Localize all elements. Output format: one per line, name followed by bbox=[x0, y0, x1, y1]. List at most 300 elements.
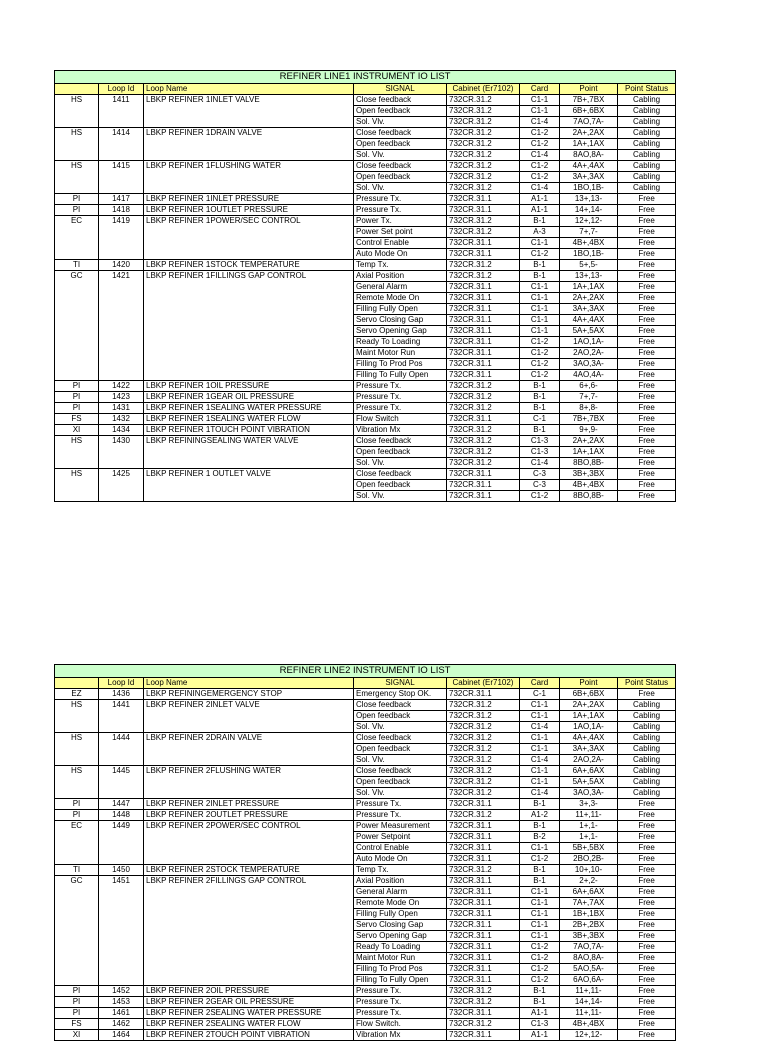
table-row bbox=[55, 975, 676, 986]
loop-name bbox=[144, 249, 354, 260]
point-status: Free bbox=[618, 887, 676, 898]
loop-type: HS bbox=[55, 95, 99, 106]
loop-id bbox=[99, 139, 144, 150]
card: C1-2 bbox=[520, 964, 560, 975]
signal: Power Setpoint bbox=[354, 832, 447, 843]
signal: Pressure Tx. bbox=[354, 799, 447, 810]
table-row bbox=[55, 403, 676, 414]
cabinet: 732CR.31.2 bbox=[447, 128, 520, 139]
card: C1-1 bbox=[520, 304, 560, 315]
card: C1-4 bbox=[520, 183, 560, 194]
cabinet: 732CR.31.2 bbox=[447, 392, 520, 403]
point: 8BO,8B- bbox=[560, 491, 618, 502]
point: 4A+,4AX bbox=[560, 733, 618, 744]
card: C1-2 bbox=[520, 854, 560, 865]
loop-type bbox=[55, 711, 99, 722]
cabinet: 732CR.31.1 bbox=[447, 931, 520, 942]
loop-name: LBKP REFINER 1DRAIN VALVE bbox=[144, 128, 354, 139]
loop-id bbox=[99, 480, 144, 491]
cabinet: 732CR.31.1 bbox=[447, 909, 520, 920]
signal: Vibration Mx bbox=[354, 1030, 447, 1041]
point: 8BO,8B- bbox=[560, 458, 618, 469]
point-status: Free bbox=[618, 865, 676, 876]
point: 3B+,3BX bbox=[560, 469, 618, 480]
table-row bbox=[55, 997, 676, 1008]
card: C1-1 bbox=[520, 315, 560, 326]
table-row bbox=[55, 942, 676, 953]
loop-type bbox=[55, 777, 99, 788]
signal: Open feedback bbox=[354, 106, 447, 117]
point-status: Free bbox=[618, 447, 676, 458]
card: C1-1 bbox=[520, 744, 560, 755]
loop-id: 1436 bbox=[99, 689, 144, 700]
loop-id bbox=[99, 491, 144, 502]
loop-name bbox=[144, 854, 354, 865]
table-row bbox=[55, 260, 676, 271]
card: B-1 bbox=[520, 260, 560, 271]
loop-id: 1450 bbox=[99, 865, 144, 876]
point-status: Free bbox=[618, 920, 676, 931]
loop-id: 1434 bbox=[99, 425, 144, 436]
cabinet: 732CR.31.1 bbox=[447, 975, 520, 986]
loop-name bbox=[144, 755, 354, 766]
point: 2A+,2AX bbox=[560, 436, 618, 447]
card: B-1 bbox=[520, 799, 560, 810]
point-status: Free bbox=[618, 348, 676, 359]
point: 1A+,1AX bbox=[560, 282, 618, 293]
loop-type: PI bbox=[55, 194, 99, 205]
loop-id bbox=[99, 348, 144, 359]
point-status: Free bbox=[618, 326, 676, 337]
point: 6B+,6BX bbox=[560, 689, 618, 700]
loop-name: LBKP REFININGSEALING WATER VALVE bbox=[144, 436, 354, 447]
table-row bbox=[55, 799, 676, 810]
point: 3A+,3AX bbox=[560, 304, 618, 315]
loop-name bbox=[144, 447, 354, 458]
loop-type: EZ bbox=[55, 689, 99, 700]
table-row bbox=[55, 282, 676, 293]
card: C1-4 bbox=[520, 788, 560, 799]
cabinet: 732CR.31.2 bbox=[447, 755, 520, 766]
card: C1-4 bbox=[520, 755, 560, 766]
signal: Sol. Vlv. bbox=[354, 788, 447, 799]
cabinet: 732CR.31.1 bbox=[447, 887, 520, 898]
card: C1-1 bbox=[520, 293, 560, 304]
io-list-table bbox=[54, 664, 676, 1041]
cabinet: 732CR.31.1 bbox=[447, 953, 520, 964]
cabinet: 732CR.31.1 bbox=[447, 854, 520, 865]
loop-name bbox=[144, 359, 354, 370]
cabinet: 732CR.31.2 bbox=[447, 733, 520, 744]
loop-name bbox=[144, 150, 354, 161]
table-row bbox=[55, 887, 676, 898]
cabinet: 732CR.31.2 bbox=[447, 986, 520, 997]
loop-name bbox=[144, 282, 354, 293]
point-status: Free bbox=[618, 799, 676, 810]
point-status: Free bbox=[618, 491, 676, 502]
signal: Temp Tx. bbox=[354, 865, 447, 876]
loop-type bbox=[55, 832, 99, 843]
cabinet: 732CR.31.2 bbox=[447, 106, 520, 117]
loop-id bbox=[99, 282, 144, 293]
loop-type: TI bbox=[55, 260, 99, 271]
card: C1-1 bbox=[520, 711, 560, 722]
loop-type bbox=[55, 304, 99, 315]
table-row bbox=[55, 458, 676, 469]
loop-name bbox=[144, 887, 354, 898]
point: 2BO,2B- bbox=[560, 854, 618, 865]
loop-type bbox=[55, 854, 99, 865]
table-row bbox=[55, 216, 676, 227]
point-status: Cabling bbox=[618, 744, 676, 755]
cabinet: 732CR.31.1 bbox=[447, 414, 520, 425]
table-row bbox=[55, 832, 676, 843]
card: C1-1 bbox=[520, 898, 560, 909]
cabinet: 732CR.31.1 bbox=[447, 359, 520, 370]
table-row bbox=[55, 227, 676, 238]
header-card: Card bbox=[520, 678, 560, 689]
loop-type bbox=[55, 183, 99, 194]
loop-id bbox=[99, 722, 144, 733]
point: 5AO,5A- bbox=[560, 964, 618, 975]
loop-type bbox=[55, 458, 99, 469]
point-status: Free bbox=[618, 216, 676, 227]
card: C1-4 bbox=[520, 117, 560, 128]
table-row bbox=[55, 777, 676, 788]
point: 1A+,1AX bbox=[560, 139, 618, 150]
table-row bbox=[55, 689, 676, 700]
loop-name bbox=[144, 480, 354, 491]
card: C1-1 bbox=[520, 700, 560, 711]
point: 2AO,2A- bbox=[560, 755, 618, 766]
card: C1-1 bbox=[520, 766, 560, 777]
card: C1-1 bbox=[520, 931, 560, 942]
header-loop-id: Loop Id bbox=[99, 678, 144, 689]
loop-name: LBKP REFINER 2OUTLET PRESSURE bbox=[144, 810, 354, 821]
cabinet: 732CR.31.2 bbox=[447, 216, 520, 227]
loop-name bbox=[144, 964, 354, 975]
table-row bbox=[55, 843, 676, 854]
loop-type: FS bbox=[55, 1019, 99, 1030]
point: 11+,11- bbox=[560, 1008, 618, 1019]
cabinet: 732CR.31.2 bbox=[447, 403, 520, 414]
loop-name bbox=[144, 370, 354, 381]
loop-type: TI bbox=[55, 865, 99, 876]
table-row bbox=[55, 392, 676, 403]
table-row bbox=[55, 766, 676, 777]
point: 4B+,4BX bbox=[560, 1019, 618, 1030]
loop-id bbox=[99, 172, 144, 183]
card: A1-1 bbox=[520, 194, 560, 205]
loop-name bbox=[144, 139, 354, 150]
loop-type: EC bbox=[55, 216, 99, 227]
loop-id: 1449 bbox=[99, 821, 144, 832]
signal: Remote Mode On bbox=[354, 898, 447, 909]
card: C1-1 bbox=[520, 887, 560, 898]
cabinet: 732CR.31.1 bbox=[447, 194, 520, 205]
loop-id bbox=[99, 370, 144, 381]
loop-name: LBKP REFINER 1STOCK TEMPERATURE bbox=[144, 260, 354, 271]
cabinet: 732CR.31.1 bbox=[447, 832, 520, 843]
point-status: Free bbox=[618, 293, 676, 304]
point: 10+,10- bbox=[560, 865, 618, 876]
point-status: Free bbox=[618, 810, 676, 821]
point-status: Free bbox=[618, 436, 676, 447]
loop-id: 1464 bbox=[99, 1030, 144, 1041]
loop-name: LBKP REFINER 2STOCK TEMPERATURE bbox=[144, 865, 354, 876]
table-row bbox=[55, 106, 676, 117]
table-row bbox=[55, 150, 676, 161]
loop-name bbox=[144, 293, 354, 304]
loop-name bbox=[144, 931, 354, 942]
loop-type bbox=[55, 150, 99, 161]
point: 5A+,5AX bbox=[560, 777, 618, 788]
loop-name: LBKP REFINER 2SEALING WATER FLOW bbox=[144, 1019, 354, 1030]
cabinet: 732CR.31.1 bbox=[447, 920, 520, 931]
table-row bbox=[55, 447, 676, 458]
point: 6AO,6A- bbox=[560, 975, 618, 986]
point: 5B+,5BX bbox=[560, 843, 618, 854]
loop-id bbox=[99, 975, 144, 986]
loop-id bbox=[99, 337, 144, 348]
cabinet: 732CR.31.2 bbox=[447, 711, 520, 722]
point-status: Free bbox=[618, 1030, 676, 1041]
table-row bbox=[55, 1008, 676, 1019]
point-status: Free bbox=[618, 337, 676, 348]
loop-type bbox=[55, 491, 99, 502]
loop-type bbox=[55, 920, 99, 931]
header-loop-name: Loop Name bbox=[144, 678, 354, 689]
card: B-1 bbox=[520, 403, 560, 414]
loop-id: 1419 bbox=[99, 216, 144, 227]
header-card: Card bbox=[520, 84, 560, 95]
point-status: Free bbox=[618, 997, 676, 1008]
point: 3A+,3AX bbox=[560, 744, 618, 755]
loop-id: 1415 bbox=[99, 161, 144, 172]
loop-name bbox=[144, 238, 354, 249]
point-status: Free bbox=[618, 854, 676, 865]
signal: Open feedback bbox=[354, 172, 447, 183]
loop-id bbox=[99, 106, 144, 117]
point-status: Free bbox=[618, 480, 676, 491]
point-status: Free bbox=[618, 304, 676, 315]
table-row bbox=[55, 722, 676, 733]
card: C1-2 bbox=[520, 942, 560, 953]
signal: Filling To Fully Open bbox=[354, 975, 447, 986]
loop-id bbox=[99, 315, 144, 326]
loop-name bbox=[144, 326, 354, 337]
cabinet: 732CR.31.2 bbox=[447, 810, 520, 821]
cabinet: 732CR.31.1 bbox=[447, 480, 520, 491]
table-row bbox=[55, 469, 676, 480]
point-status: Free bbox=[618, 469, 676, 480]
cabinet: 732CR.31.1 bbox=[447, 282, 520, 293]
loop-type: XI bbox=[55, 425, 99, 436]
table-row bbox=[55, 436, 676, 447]
loop-id: 1420 bbox=[99, 260, 144, 271]
loop-name bbox=[144, 348, 354, 359]
table-row bbox=[55, 480, 676, 491]
loop-id bbox=[99, 458, 144, 469]
table-row bbox=[55, 865, 676, 876]
point: 6A+,6AX bbox=[560, 766, 618, 777]
signal: Control Enable bbox=[354, 843, 447, 854]
point-status: Free bbox=[618, 403, 676, 414]
loop-type bbox=[55, 337, 99, 348]
loop-name bbox=[144, 920, 354, 931]
cabinet: 732CR.31.1 bbox=[447, 1030, 520, 1041]
table-row bbox=[55, 194, 676, 205]
point: 3AO,3A- bbox=[560, 788, 618, 799]
table-row bbox=[55, 700, 676, 711]
loop-type: PI bbox=[55, 810, 99, 821]
signal: Pressure Tx. bbox=[354, 1008, 447, 1019]
point: 4A+,4AX bbox=[560, 315, 618, 326]
point-status: Free bbox=[618, 975, 676, 986]
loop-id: 1452 bbox=[99, 986, 144, 997]
card: A1-2 bbox=[520, 810, 560, 821]
table-row bbox=[55, 931, 676, 942]
card: C1-1 bbox=[520, 326, 560, 337]
card: C-1 bbox=[520, 689, 560, 700]
signal: Open feedback bbox=[354, 777, 447, 788]
point-status: Free bbox=[618, 986, 676, 997]
loop-id bbox=[99, 788, 144, 799]
loop-name bbox=[144, 942, 354, 953]
loop-id bbox=[99, 755, 144, 766]
cabinet: 732CR.31.2 bbox=[447, 997, 520, 1008]
point-status: Free bbox=[618, 942, 676, 953]
loop-name: LBKP REFINER 1INLET PRESSURE bbox=[144, 194, 354, 205]
loop-id bbox=[99, 150, 144, 161]
card: B-1 bbox=[520, 986, 560, 997]
point-status: Cabling bbox=[618, 777, 676, 788]
loop-type bbox=[55, 975, 99, 986]
card: B-1 bbox=[520, 381, 560, 392]
signal: Sol. Vlv. bbox=[354, 491, 447, 502]
point: 2A+,2AX bbox=[560, 700, 618, 711]
point: 8+,8- bbox=[560, 403, 618, 414]
table-row bbox=[55, 744, 676, 755]
loop-name: LBKP REFINER 1SEALING WATER FLOW bbox=[144, 414, 354, 425]
point: 4B+,4BX bbox=[560, 238, 618, 249]
header-signal: SIGNAL bbox=[354, 84, 447, 95]
loop-type bbox=[55, 931, 99, 942]
point-status: Free bbox=[618, 381, 676, 392]
point: 13+,13- bbox=[560, 271, 618, 282]
card: B-1 bbox=[520, 216, 560, 227]
loop-type bbox=[55, 447, 99, 458]
cabinet: 732CR.31.2 bbox=[447, 381, 520, 392]
loop-name: LBKP REFINER 2TOUCH POINT VIBRATION bbox=[144, 1030, 354, 1041]
table-row bbox=[55, 271, 676, 282]
signal: Auto Mode On bbox=[354, 854, 447, 865]
cabinet: 732CR.31.2 bbox=[447, 117, 520, 128]
cabinet: 732CR.31.2 bbox=[447, 458, 520, 469]
card: B-1 bbox=[520, 997, 560, 1008]
loop-type bbox=[55, 887, 99, 898]
header-point: Point bbox=[560, 678, 618, 689]
point: 7A+,7AX bbox=[560, 898, 618, 909]
card: C1-2 bbox=[520, 337, 560, 348]
cabinet: 732CR.31.1 bbox=[447, 293, 520, 304]
signal: Close feedback bbox=[354, 766, 447, 777]
cabinet: 732CR.31.1 bbox=[447, 238, 520, 249]
cabinet: 732CR.31.1 bbox=[447, 326, 520, 337]
loop-name: LBKP REFINER 2FLUSHING WATER bbox=[144, 766, 354, 777]
table-row bbox=[55, 953, 676, 964]
cabinet: 732CR.31.2 bbox=[447, 172, 520, 183]
loop-id: 1431 bbox=[99, 403, 144, 414]
signal: General Alarm bbox=[354, 282, 447, 293]
loop-name: LBKP REFINER 2FILLINGS GAP CONTROL bbox=[144, 876, 354, 887]
loop-type: GC bbox=[55, 876, 99, 887]
loop-name bbox=[144, 337, 354, 348]
loop-id bbox=[99, 909, 144, 920]
loop-type bbox=[55, 172, 99, 183]
table-row bbox=[55, 733, 676, 744]
card: C-1 bbox=[520, 414, 560, 425]
signal: Sol. Vlv. bbox=[354, 183, 447, 194]
loop-name bbox=[144, 491, 354, 502]
point-status: Cabling bbox=[618, 172, 676, 183]
table-row bbox=[55, 755, 676, 766]
point-status: Free bbox=[618, 1008, 676, 1019]
loop-type: HS bbox=[55, 733, 99, 744]
loop-type: PI bbox=[55, 799, 99, 810]
point: 2B+,2BX bbox=[560, 920, 618, 931]
signal: Temp Tx. bbox=[354, 260, 447, 271]
card: C1-4 bbox=[520, 150, 560, 161]
point-status: Free bbox=[618, 953, 676, 964]
loop-type: HS bbox=[55, 128, 99, 139]
point: 11+,11- bbox=[560, 986, 618, 997]
point: 5A+,5AX bbox=[560, 326, 618, 337]
loop-type bbox=[55, 370, 99, 381]
point: 2A+,2AX bbox=[560, 128, 618, 139]
loop-type bbox=[55, 964, 99, 975]
loop-type bbox=[55, 293, 99, 304]
card: C1-1 bbox=[520, 106, 560, 117]
loop-id: 1453 bbox=[99, 997, 144, 1008]
loop-name bbox=[144, 744, 354, 755]
loop-name bbox=[144, 304, 354, 315]
point-status: Free bbox=[618, 843, 676, 854]
signal: Sol. Vlv. bbox=[354, 458, 447, 469]
loop-type bbox=[55, 117, 99, 128]
loop-name: LBKP REFINER 1POWER/SEC CONTROL bbox=[144, 216, 354, 227]
loop-name bbox=[144, 458, 354, 469]
point: 12+,12- bbox=[560, 216, 618, 227]
point-status: Free bbox=[618, 392, 676, 403]
loop-type: XI bbox=[55, 1030, 99, 1041]
table-row bbox=[55, 898, 676, 909]
loop-type: HS bbox=[55, 161, 99, 172]
cabinet: 732CR.31.1 bbox=[447, 942, 520, 953]
signal: Auto Mode On bbox=[354, 249, 447, 260]
card: B-1 bbox=[520, 865, 560, 876]
loop-name: LBKP REFINER 2POWER/SEC CONTROL bbox=[144, 821, 354, 832]
table-row bbox=[55, 139, 676, 150]
loop-id: 1418 bbox=[99, 205, 144, 216]
cabinet: 732CR.31.2 bbox=[447, 183, 520, 194]
loop-name bbox=[144, 711, 354, 722]
cabinet: 732CR.31.1 bbox=[447, 876, 520, 887]
table-row bbox=[55, 491, 676, 502]
loop-id bbox=[99, 227, 144, 238]
card: C1-2 bbox=[520, 172, 560, 183]
signal: Maint Motor Run bbox=[354, 953, 447, 964]
